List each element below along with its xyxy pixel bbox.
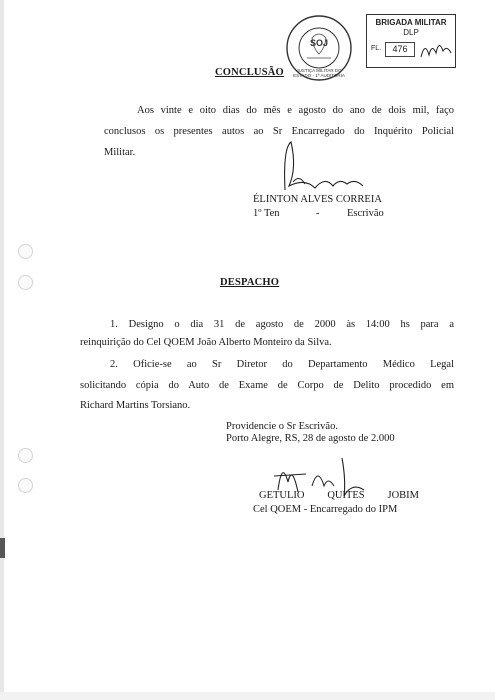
despacho-item2-line-1: 2. Oficie-se ao Sr Diretor do Departamento Médico Legal [110,359,454,370]
brigada-stamp-unit: DLP [403,28,419,37]
page-left-edge [0,0,4,700]
despacho-closing-2: Porto Alegre, RS, 28 de agosto de 2.000 [226,433,395,444]
despacho-item1-line-1: 1. Designo o dia 31 de agosto de 2000 às 14:00 hs para a [110,319,454,330]
punch-hole-lower [18,448,33,463]
punch-hole-top [18,244,33,259]
page-bottom-edge [0,692,495,700]
folio-initials-signature [419,37,453,63]
conclusao-signer-name: ÉLINTON ALVES CORREIA [253,194,382,205]
conclusao-signer-rank: 1º Ten [253,208,280,219]
conclusao-heading: CONCLUSÃO [215,67,284,78]
binding-mark [0,538,5,558]
despacho-signer-name: GETULIO QUITES JOBIM [259,490,419,501]
conclusao-line-2: conclusos os presentes autos ao Sr Encarregado do Inquérito Policial [104,126,454,137]
despacho-item2-line-3: Richard Martins Torsiano. [80,400,191,411]
conclusao-signer-role: Escrivão [347,208,384,219]
folio-number: 476 [385,42,415,57]
despacho-item1-line-2: reinquirição do Cel QOEM João Alberto Monteiro da Silva. [80,337,332,348]
court-seal [285,14,353,82]
despacho-heading: DESPACHO [220,277,280,288]
escrivao-signature [275,138,385,198]
punch-hole-bottom [18,478,33,493]
punch-hole-upper [18,275,33,290]
conclusao-line-1: Aos vinte e oito dias do mês e agosto do ano de dois mil, faço [137,105,454,116]
brigada-stamp [366,14,456,68]
despacho-item2-line-2: solicitando cópia do Auto de Exame de Corpo de Delito procedido em [80,380,454,391]
conclusao-line-3: Militar. [104,147,136,158]
court-seal-ring-text: JUSTIÇA MILITAR DO ESTADO · 1ª AUDITORIA [293,68,345,78]
brigada-stamp-title: BRIGADA MILITAR [375,18,447,27]
despacho-closing-1: Providencie o Sr Escrivão. [226,421,338,432]
court-seal-center: SOJ [309,38,328,48]
folio-prefix: FL. [371,45,382,52]
conclusao-signer-sep: - [316,208,320,219]
despacho-signer-role: Cel QOEM - Encarregado do IPM [253,504,398,515]
